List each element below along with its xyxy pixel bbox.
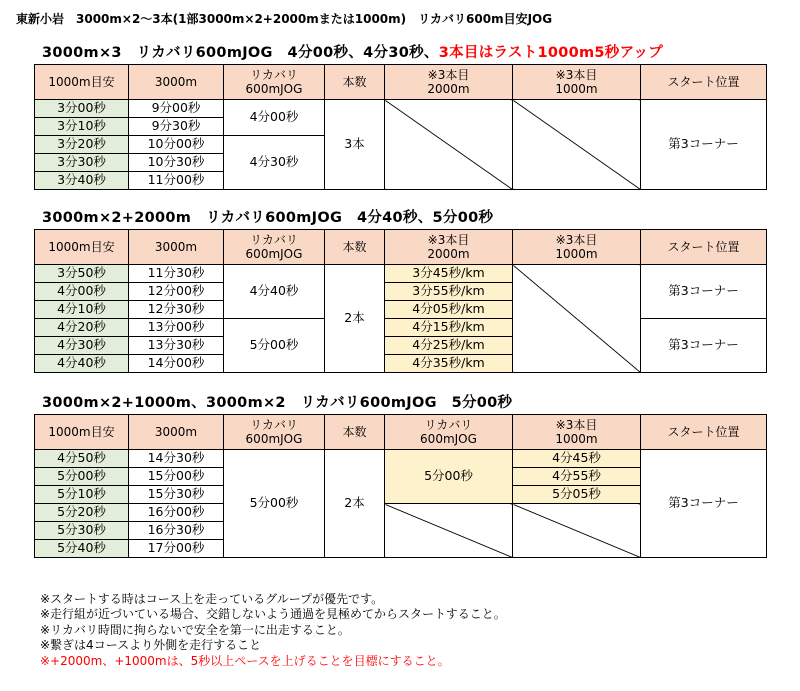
note-line-highlight: ※+2000m、+1000mは、5秒以上ペースを上げることを目標にすること。 bbox=[40, 653, 450, 668]
pace-cell: 3分10秒 bbox=[35, 118, 129, 136]
header-3000m: 3000m bbox=[129, 65, 224, 100]
header-third-1000m: ※3本目 1000m bbox=[513, 65, 641, 100]
time-cell: 16分00秒 bbox=[129, 504, 224, 522]
pace-cell: 4分40秒 bbox=[35, 355, 129, 373]
pace-cell: 5分30秒 bbox=[35, 522, 129, 540]
section1-table bbox=[34, 64, 767, 190]
start-cell: 第3コーナー bbox=[641, 265, 767, 319]
time-cell: 12分00秒 bbox=[129, 283, 224, 301]
recovery2-cell: 5分00秒 bbox=[385, 450, 513, 504]
empty-diagonal-cell bbox=[513, 504, 641, 558]
header-recovery-2: リカバリ 600mJOG bbox=[385, 415, 513, 450]
time-cell: 12分30秒 bbox=[129, 301, 224, 319]
table-row bbox=[35, 100, 767, 118]
header-reps: 本数 bbox=[325, 230, 385, 265]
table-row bbox=[35, 450, 767, 468]
section1-title-text: 3000m×3 リカバリ600mJOG 4分00秒、4分30秒、 bbox=[42, 45, 439, 61]
start-cell: 第3コーナー bbox=[641, 100, 767, 190]
pace-cell: 5分20秒 bbox=[35, 504, 129, 522]
time-cell: 13分30秒 bbox=[129, 337, 224, 355]
pace-cell: 3分40秒 bbox=[35, 172, 129, 190]
empty-diagonal-cell bbox=[513, 100, 641, 190]
table-row bbox=[35, 265, 767, 283]
time-cell: 9分00秒 bbox=[129, 100, 224, 118]
section3-title: 3000m×2+1000m、3000m×2 リカバリ600mJOG 5分00秒 bbox=[42, 395, 513, 411]
note-line: ※繋ぎは4コースより外側を走行すること bbox=[40, 638, 262, 653]
header-third-2000m: ※3本目 2000m bbox=[385, 230, 513, 265]
header-reps: 本数 bbox=[325, 65, 385, 100]
header-start: スタート位置 bbox=[641, 230, 767, 265]
header-recovery: リカバリ 600mJOG bbox=[224, 65, 325, 100]
time-cell: 11分30秒 bbox=[129, 265, 224, 283]
header-third-2000m: ※3本目 2000m bbox=[385, 65, 513, 100]
note-line: ※リカバリ時間に拘らないで安全を第一に出走すること。 bbox=[40, 622, 350, 637]
start-cell: 第3コーナー bbox=[641, 319, 767, 373]
recovery-cell: 5分00秒 bbox=[224, 450, 325, 558]
section2-table bbox=[34, 229, 767, 373]
pace-cell: 3分30秒 bbox=[35, 154, 129, 172]
empty-diagonal-cell bbox=[513, 265, 641, 373]
section1-title-note: 3本目はラスト1000m5秒アップ bbox=[438, 45, 663, 61]
pace-cell: 5分10秒 bbox=[35, 486, 129, 504]
table-row bbox=[35, 319, 767, 337]
header-recovery: リカバリ 600mJOG bbox=[224, 230, 325, 265]
time-cell: 15分30秒 bbox=[129, 486, 224, 504]
table-header-row bbox=[35, 230, 767, 265]
third-2000m-cell: 3分45秒/km bbox=[385, 265, 513, 283]
time-cell: 14分00秒 bbox=[129, 355, 224, 373]
third-1000m-cell: 5分05秒 bbox=[513, 486, 641, 504]
pace-cell: 3分20秒 bbox=[35, 136, 129, 154]
recovery-cell: 5分00秒 bbox=[224, 319, 325, 373]
table-header-row bbox=[35, 415, 767, 450]
pace-cell: 4分50秒 bbox=[35, 450, 129, 468]
pace-cell: 5分40秒 bbox=[35, 540, 129, 558]
recovery-cell: 4分30秒 bbox=[224, 136, 325, 190]
table-header-row bbox=[35, 65, 767, 100]
header-3000m: 3000m bbox=[129, 230, 224, 265]
reps-cell: 3本 bbox=[325, 100, 385, 190]
recovery-cell: 4分40秒 bbox=[224, 265, 325, 319]
header-pace: 1000m目安 bbox=[35, 65, 129, 100]
notes bbox=[40, 592, 506, 669]
header-start: スタート位置 bbox=[641, 65, 767, 100]
pace-cell: 4分30秒 bbox=[35, 337, 129, 355]
pace-cell: 4分00秒 bbox=[35, 283, 129, 301]
third-1000m-cell: 4分45秒 bbox=[513, 450, 641, 468]
header-reps: 本数 bbox=[325, 415, 385, 450]
header-start: スタート位置 bbox=[641, 415, 767, 450]
time-cell: 17分00秒 bbox=[129, 540, 224, 558]
time-cell: 15分00秒 bbox=[129, 468, 224, 486]
pace-cell: 3分00秒 bbox=[35, 100, 129, 118]
section2-title: 3000m×2+2000m リカバリ600mJOG 4分40秒、5分00秒 bbox=[42, 210, 494, 226]
section3-table bbox=[34, 414, 767, 558]
time-cell: 11分00秒 bbox=[129, 172, 224, 190]
time-cell: 16分30秒 bbox=[129, 522, 224, 540]
time-cell: 10分00秒 bbox=[129, 136, 224, 154]
header-third-1000m: ※3本目 1000m bbox=[513, 230, 641, 265]
page-title: 東新小岩 3000m×2〜3本(1部3000m×2+2000mまたは1000m) リカバリ600m目安JOG bbox=[16, 12, 553, 26]
header-pace: 1000m目安 bbox=[35, 230, 129, 265]
third-2000m-cell: 4分25秒/km bbox=[385, 337, 513, 355]
reps-cell: 2本 bbox=[325, 265, 385, 373]
header-third-1000m: ※3本目 1000m bbox=[513, 415, 641, 450]
third-2000m-cell: 4分15秒/km bbox=[385, 319, 513, 337]
section1-title bbox=[42, 41, 663, 62]
time-cell: 9分30秒 bbox=[129, 118, 224, 136]
reps-cell: 2本 bbox=[325, 450, 385, 558]
empty-diagonal-cell bbox=[385, 504, 513, 558]
header-pace: 1000m目安 bbox=[35, 415, 129, 450]
third-1000m-cell: 4分55秒 bbox=[513, 468, 641, 486]
time-cell: 14分30秒 bbox=[129, 450, 224, 468]
recovery-cell: 4分00秒 bbox=[224, 100, 325, 136]
note-line: ※走行組が近づいている場合、交錯しないよう通過を見極めてからスタートすること。 bbox=[40, 607, 506, 622]
third-2000m-cell: 3分55秒/km bbox=[385, 283, 513, 301]
header-3000m: 3000m bbox=[129, 415, 224, 450]
start-cell: 第3コーナー bbox=[641, 450, 767, 558]
pace-cell: 4分10秒 bbox=[35, 301, 129, 319]
pace-cell: 4分20秒 bbox=[35, 319, 129, 337]
time-cell: 13分00秒 bbox=[129, 319, 224, 337]
empty-diagonal-cell bbox=[385, 100, 513, 190]
note-line: ※スタートする時はコース上を走っているグループが優先です。 bbox=[40, 592, 384, 606]
time-cell: 10分30秒 bbox=[129, 154, 224, 172]
pace-cell: 5分00秒 bbox=[35, 468, 129, 486]
pace-cell: 3分50秒 bbox=[35, 265, 129, 283]
third-2000m-cell: 4分05秒/km bbox=[385, 301, 513, 319]
third-2000m-cell: 4分35秒/km bbox=[385, 355, 513, 373]
header-recovery: リカバリ 600mJOG bbox=[224, 415, 325, 450]
